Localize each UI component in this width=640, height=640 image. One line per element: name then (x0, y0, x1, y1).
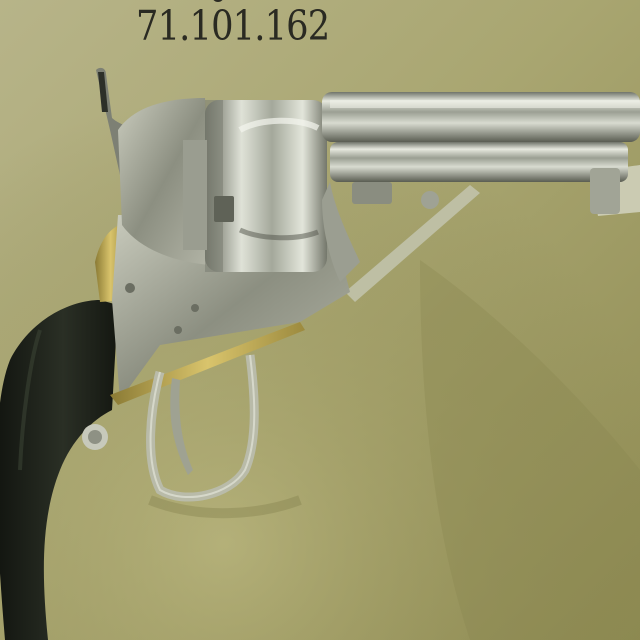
frame-screw (191, 304, 199, 312)
loading-lever (352, 182, 392, 204)
ejector-rod-housing (330, 142, 628, 182)
barrel-wedge (421, 191, 439, 209)
catalog-number-label: 71.101.162 (136, 2, 330, 50)
frame-screw (174, 326, 182, 334)
frame-screw (125, 283, 135, 293)
ejector-rod-tip (590, 168, 620, 214)
cylinder-notch (214, 196, 234, 222)
barrel (322, 92, 640, 142)
cylinder-ratchet (183, 140, 207, 250)
